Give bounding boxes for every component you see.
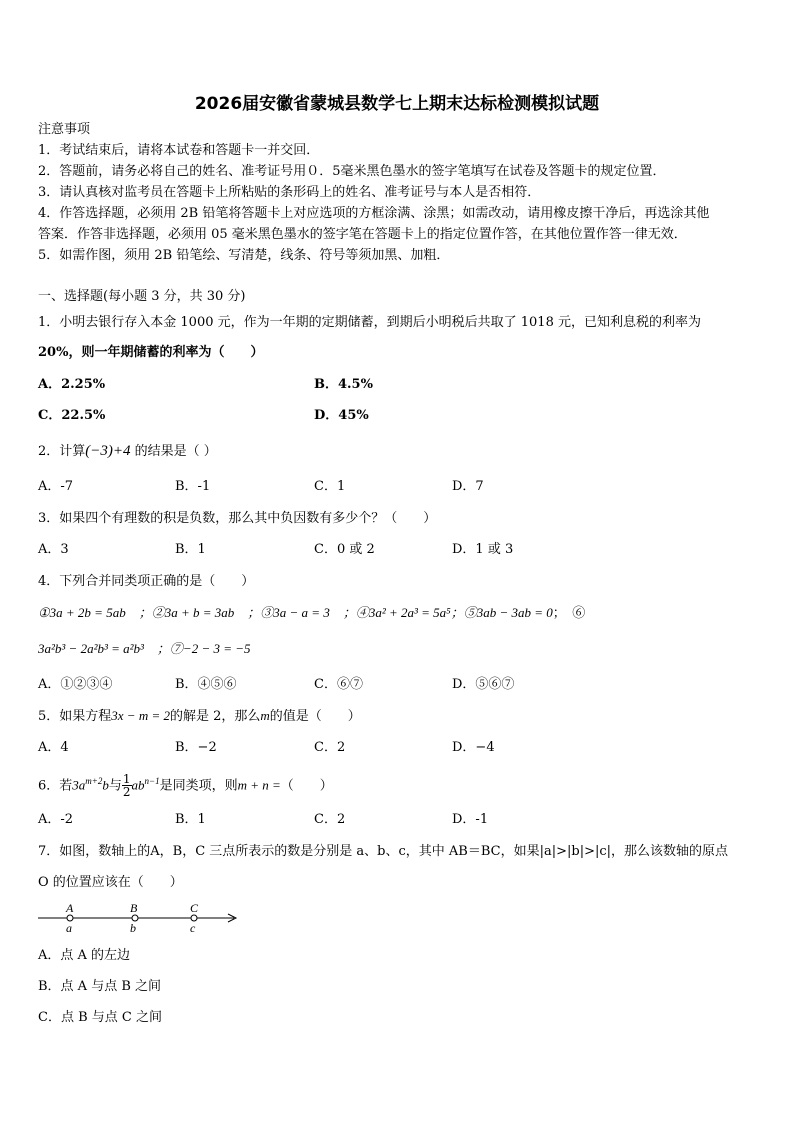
page-title: 2026届安徽省蒙城县数学七上期末达标检测模拟试题	[194, 94, 600, 114]
point-b-label: B	[130, 901, 138, 915]
q1-option-d: D．45%	[314, 408, 369, 423]
point-a-label: A	[66, 901, 74, 915]
q5-option-c: C．2	[314, 740, 346, 755]
q4-item: ；②3a + b = 3ab	[138, 605, 235, 620]
question-1-line2: 20%，则一年期储蓄的利率为（ ）	[38, 345, 264, 360]
number-line-figure	[34, 900, 244, 940]
q6-term1-exponent: m+2	[85, 776, 103, 786]
q7-option-a: A．点 A 的左边	[38, 948, 131, 963]
q7-option-c: C．点 B 与点 C 之间	[38, 1010, 162, 1025]
section-heading: 一、选择题(每小题 3 分，共 30 分)	[38, 289, 246, 304]
value-a-label: a	[66, 921, 72, 935]
point-c-label: C	[190, 901, 199, 915]
q4-items-line2: 3a²b³ − 2a²b³ = a²b³ ；⑦−2 − 3 = −5	[38, 641, 251, 656]
notice-item: 5．如需作图，须用 2B 铅笔绘、写清楚，线条、符号等须加黑、加粗．	[38, 248, 450, 263]
question-4: 4．下列合并同类项正确的是（ ）	[38, 574, 255, 589]
question-1-line1: 1．小明去银行存入本金 1000 元，作为一年期的定期储蓄，到期后小明税后共取了 1018 元，已知利息税的利率为	[38, 315, 701, 330]
q6-mid2: 是同类项，则	[159, 778, 238, 794]
q4-option-c: C．⑥⑦	[314, 677, 363, 692]
q2-suffix: 的结果是（ ）	[134, 444, 217, 459]
q5-option-b: B．−2	[175, 740, 217, 755]
q3-option-c: C．0 或 2	[314, 542, 375, 557]
question-6	[38, 768, 333, 799]
notice-item: 4．作答选择题，必须用 2B 铅笔将答题卡上对应选项的方框涂满、涂黑；如需改动，请用橡皮擦干净后，再选涂其他	[38, 206, 710, 221]
q5-middle: 的解是 2，那么	[169, 709, 261, 724]
notice-item: 答案．作答非选择题，必须用 05 毫米黑色墨水的签字笔在答题卡上的指定位置作答，在其他位置作答一律无效．	[38, 227, 687, 242]
notice-heading: 注意事项	[38, 122, 91, 137]
question-7-line2: O 的位置应该在（ ）	[38, 875, 183, 890]
q2-expression: (−3)+4	[85, 443, 131, 459]
q4-option-d: D．⑤⑥⑦	[452, 677, 515, 692]
q2-option-d: D．7	[452, 479, 484, 494]
value-b-label: b	[130, 921, 136, 935]
q5-option-a: A．4	[38, 740, 69, 755]
q5-prefix: 5．如果方程	[38, 709, 112, 724]
q2-option-b: B．-1	[175, 479, 211, 494]
q4-item: ； ⑥	[552, 606, 586, 621]
q6-term1: 3a	[72, 777, 86, 793]
q4-item: ；⑤3ab − 3ab = 0	[450, 605, 553, 620]
q4-option-b: B．④⑤⑥	[175, 677, 237, 692]
q2-prefix: 2．计算	[38, 444, 86, 459]
q3-option-d: D．1 或 3	[452, 542, 514, 557]
q6-expression: m + n =	[237, 777, 281, 793]
q6-option-b: B．1	[175, 812, 206, 827]
q6-fraction-numerator: 1	[122, 772, 131, 787]
q6-fraction	[122, 773, 132, 798]
q2-option-c: C．1	[314, 479, 346, 494]
question-2	[38, 443, 217, 460]
notice-item: 1．考试结束后，请将本试卷和答题卡一并交回．	[38, 143, 320, 158]
q6-mid: 与	[108, 778, 122, 794]
q6-term2-exponent: n−1	[144, 776, 160, 786]
q7-option-b: B．点 A 与点 B 之间	[38, 979, 162, 994]
q6-term1-tail: b	[102, 777, 109, 793]
q6-suffix: （ ）	[280, 778, 333, 794]
q1-option-a: A．2.25%	[38, 377, 106, 392]
q6-option-d: D．-1	[452, 812, 489, 827]
q3-option-b: B．1	[175, 542, 206, 557]
question-3: 3．如果四个有理数的积是负数，那么其中负因数有多少个？（ ）	[38, 511, 437, 526]
q1-option-b: B．4.5%	[314, 377, 373, 392]
q6-option-a: A．-2	[38, 812, 74, 827]
q1-option-c: C．22.5%	[38, 408, 106, 423]
value-c-label: c	[190, 921, 196, 935]
q5-variable: m	[260, 708, 270, 723]
q4-item: ；③3a − a = 3	[247, 605, 330, 620]
q4-item: ①3a + 2b = 5ab	[38, 605, 126, 620]
q4-item: ；④3a² + 2a³ = 5a⁵	[342, 605, 451, 620]
q6-option-c: C．2	[314, 812, 346, 827]
notice-item: 3．请认真核对监考员在答题卡上所粘贴的条形码上的姓名、准考证号与本人是否相符．	[38, 185, 541, 200]
q6-prefix: 6．若	[38, 778, 73, 794]
notice-item: 2．答题前，请务必将自己的姓名、准考证号用０．5毫米黑色墨水的签字笔填写在试卷及答题卡的规定位置．	[38, 164, 666, 179]
question-7-line1: 7．如图，数轴上的A，B，C 三点所表示的数是分别是 a、b、c，其中 AB＝BC，如果|a|>|b|>|c|，那么该数轴的原点	[38, 844, 729, 859]
q6-term2: ab	[131, 777, 145, 793]
q5-equation: 3x − m = 2	[111, 708, 170, 723]
q6-fraction-denominator: 2	[122, 785, 131, 800]
q5-suffix: 的值是（ ）	[269, 709, 361, 724]
q4-option-a: A．①②③④	[38, 677, 113, 692]
q2-option-a: A．-7	[38, 479, 74, 494]
question-5	[38, 708, 361, 725]
q3-option-a: A．3	[38, 542, 69, 557]
q5-option-d: D．−4	[452, 740, 495, 755]
q4-items-line1	[38, 605, 585, 622]
